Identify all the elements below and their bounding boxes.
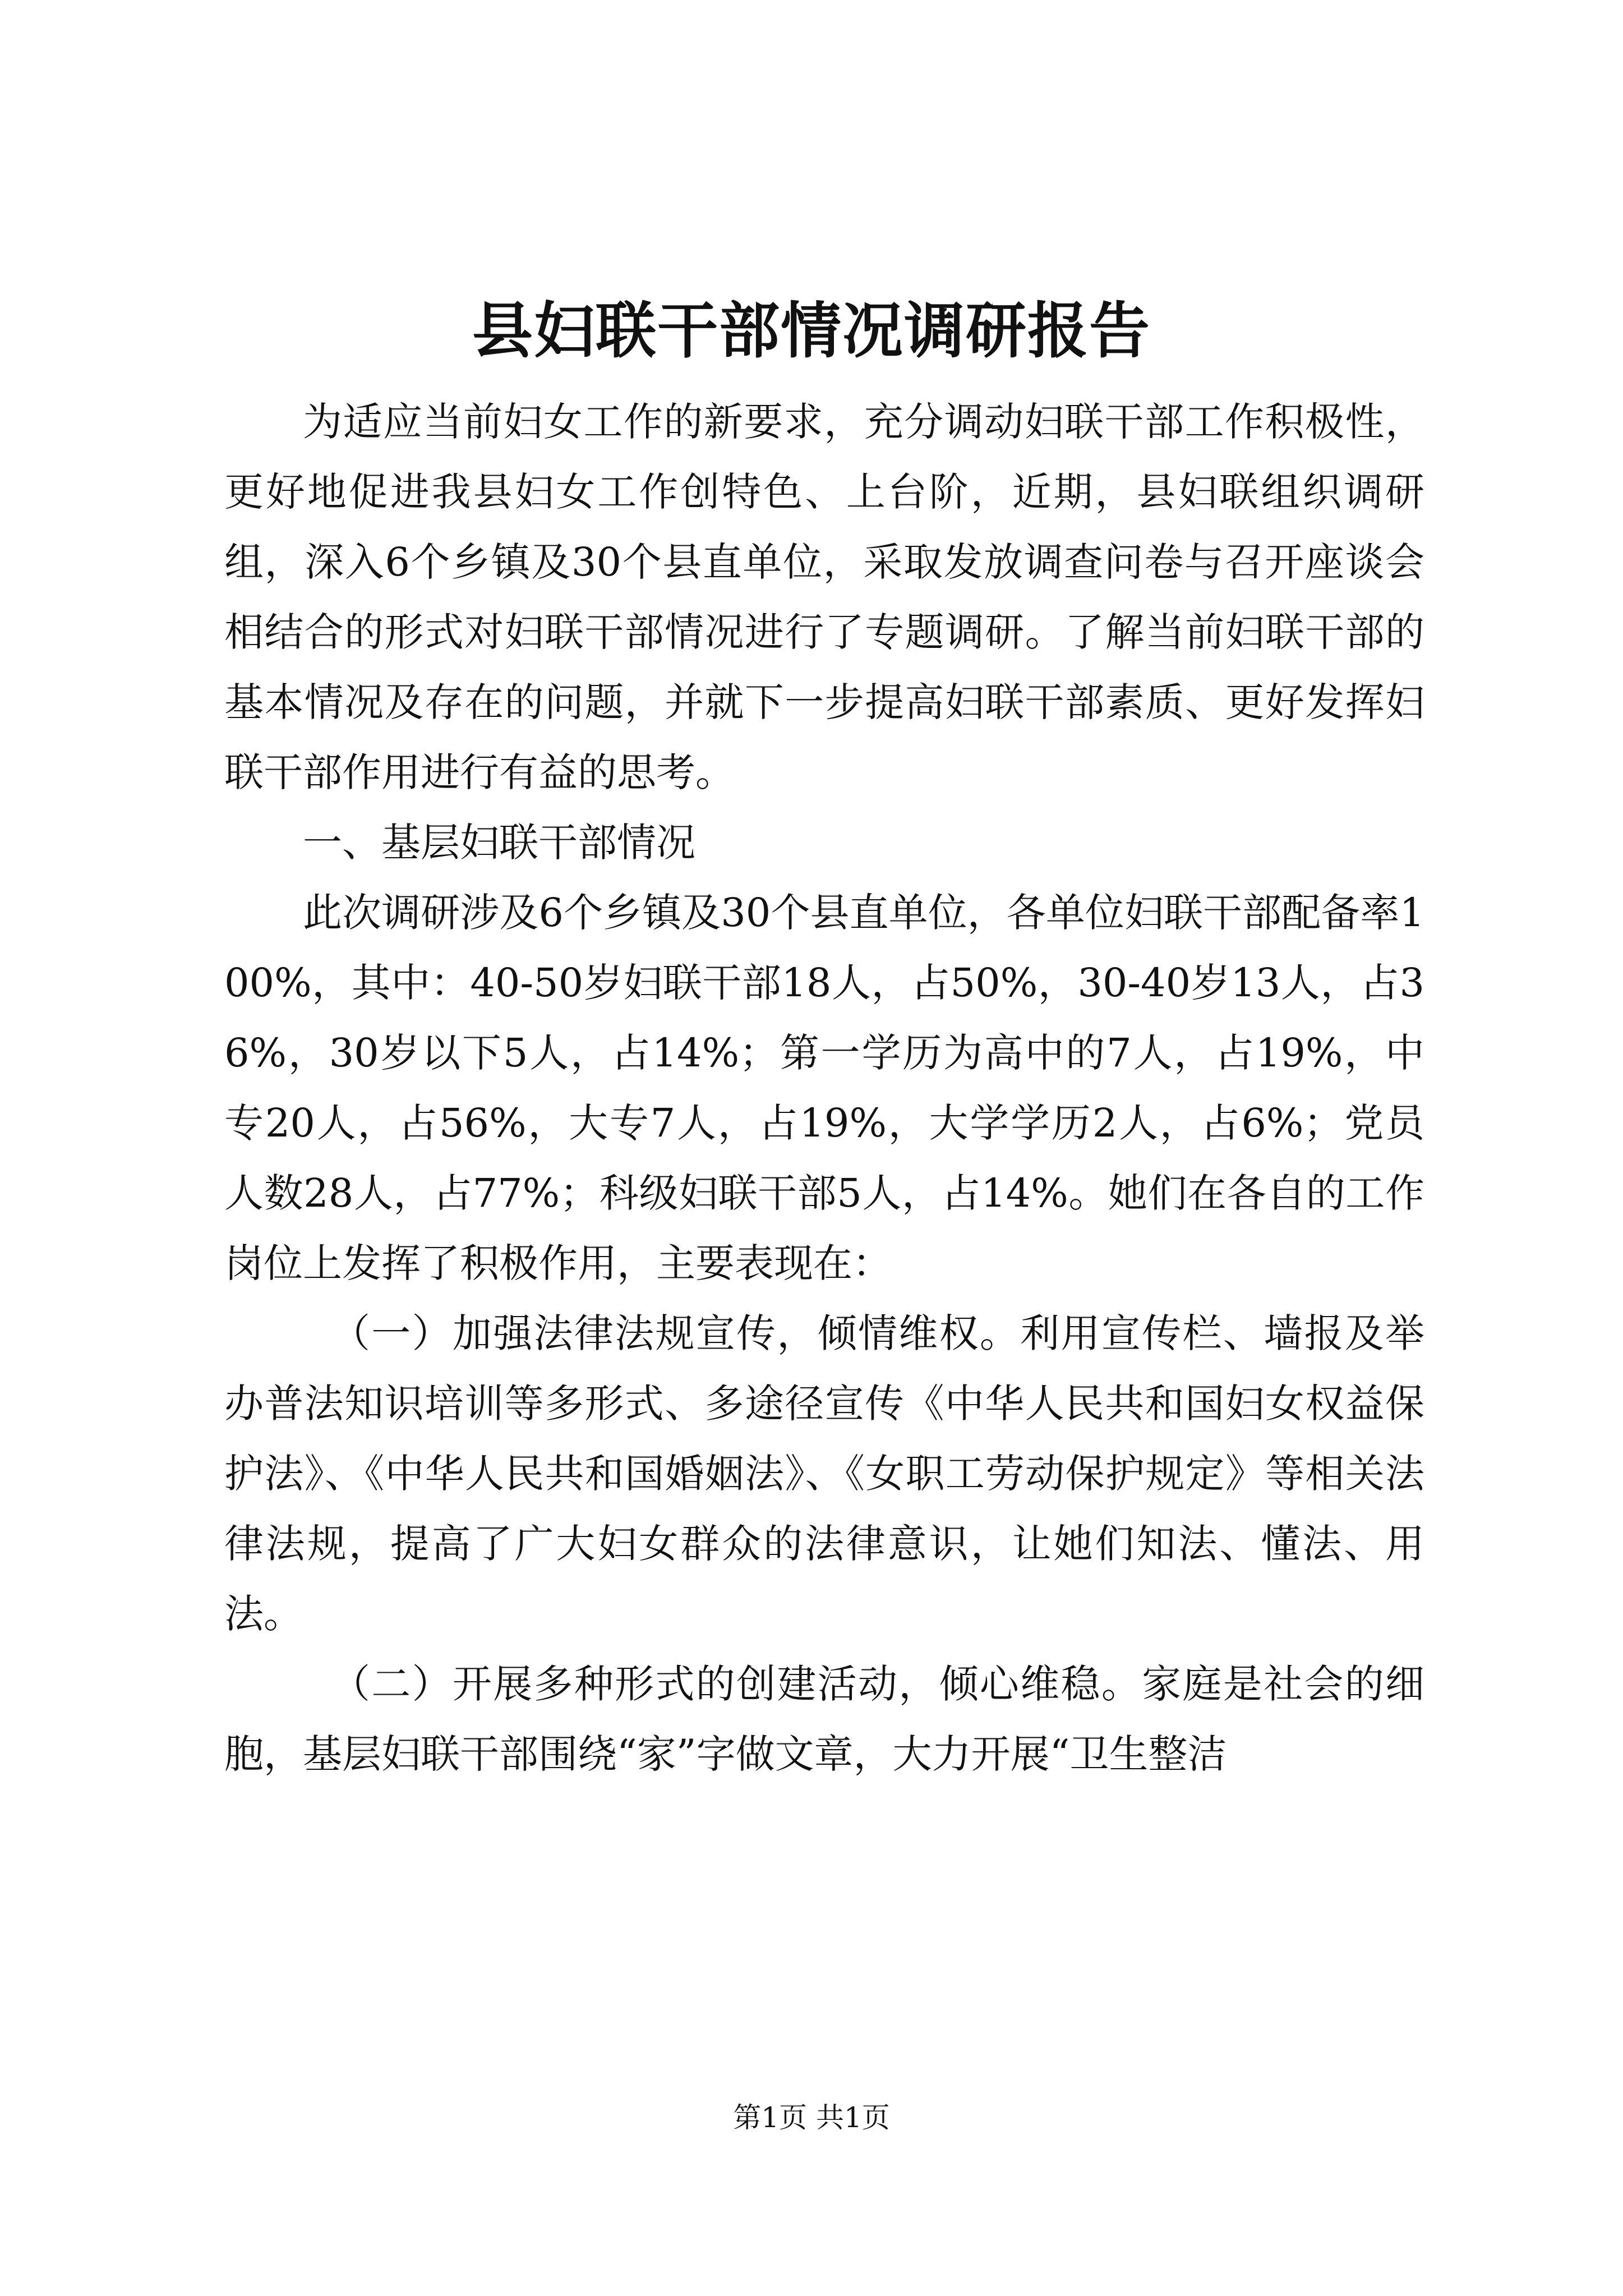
document-title: 县妇联干部情况调研报告 <box>472 296 1151 366</box>
paragraph-statistics: 此次调研涉及6个乡镇及30个县直单位，各单位妇联干部配备率100%，其中：40-50岁妇联干部18人，占50%，30-40岁13人，占36%，30岁以下5人，占14%；第一学历为高中的7人，占19%，中专20人，占56%，大专7人，占19%，大学学历2人，占6%；党员人数28人，占77%；科级妇联干部5人，占14%。她们在各自的工作岗位上发挥了积极作用，主要表现在： <box>224 890 1424 1286</box>
section-heading-1: 一、基层妇联干部情况 <box>303 820 695 866</box>
paragraph-item-2: （二）开展多种形式的创建活动，倾心维稳。家庭是社会的细胞，基层妇联干部围绕“家”字做文章，大力开展“卫生整洁 <box>224 1661 1424 1777</box>
paragraph-item-1: （一）加强法律法规宣传，倾情维权。利用宣传栏、墙报及举办普法知识培训等多形式、多途径宣传《中华人民共和国妇女权益保护法》、《中华人民共和国婚姻法》、《女职工劳动保护规定》等相关法律法规，提高了广大妇女群众的法律意识，让她们知法、懂法、用法。 <box>224 1310 1424 1637</box>
paragraph-intro: 为适应当前妇女工作的新要求，充分调动妇联干部工作积极性，更好地促进我县妇女工作创特色、上台阶，近期，县妇联组织调研组，深入6个乡镇及30个县直单位，采取发放调查问卷与召开座谈会相结合的形式对妇联干部情况进行了专题调研。了解当前妇联干部的基本情况及存在的问题，并就下一步提高妇联干部素质、更好发挥妇联干部作用进行有益的思考。 <box>224 399 1424 795</box>
page-footer: 第1页 共1页 <box>733 2101 890 2134</box>
document-body <box>224 387 1424 1789</box>
